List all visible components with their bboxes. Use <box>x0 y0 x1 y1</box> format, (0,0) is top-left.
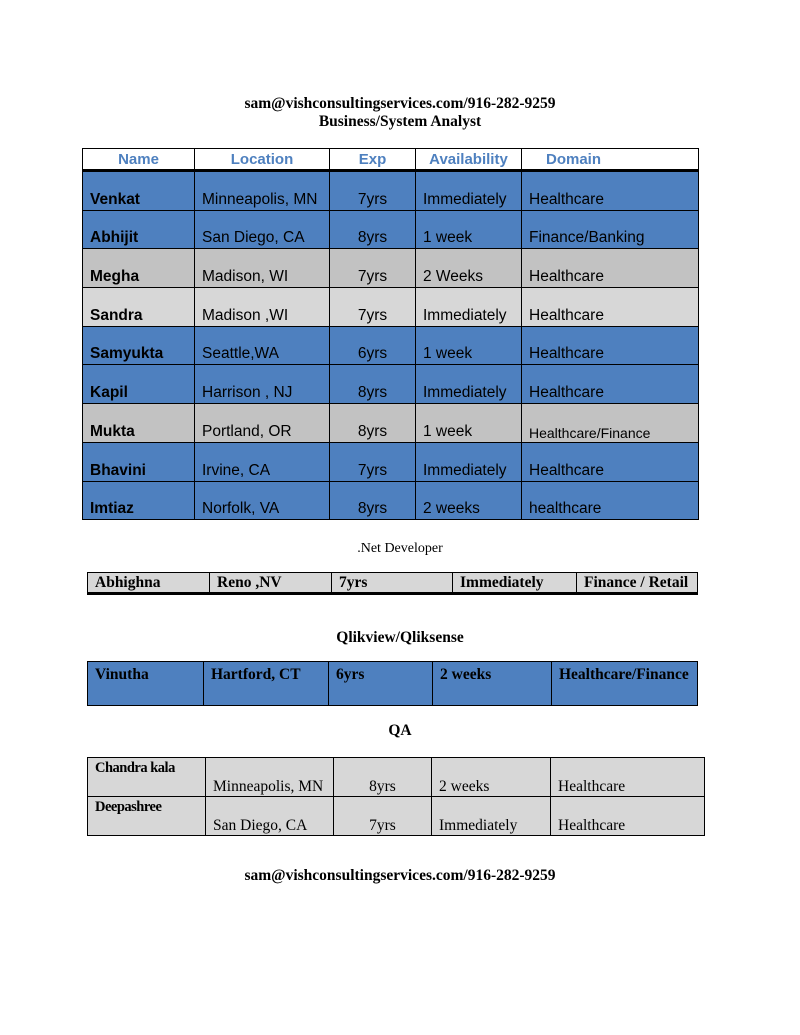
cell-exp: 8yrs <box>334 758 432 797</box>
cell-availability: 2 weeks <box>433 662 552 706</box>
cell-location: Minneapolis, MN <box>195 171 330 211</box>
cell-domain: Healthcare <box>522 249 699 288</box>
cell-availability: 2 weeks <box>432 758 551 797</box>
cell-location: Harrison , NJ <box>195 365 330 404</box>
cell-exp: 6yrs <box>330 326 416 365</box>
cell-name: Kapil <box>83 365 195 404</box>
cell-exp: 8yrs <box>330 404 416 443</box>
table-row <box>83 365 699 404</box>
cell-domain: Healthcare <box>551 758 705 797</box>
cell-location: Minneapolis, MN <box>206 758 334 797</box>
table-row <box>83 404 699 443</box>
table-row <box>83 171 699 211</box>
table-row <box>83 249 699 288</box>
cell-availability: Immediately <box>416 171 522 211</box>
table-row <box>88 573 698 594</box>
business-analyst-table <box>82 148 699 520</box>
cell-exp: 8yrs <box>330 365 416 404</box>
cell-location: Madison ,WI <box>195 288 330 327</box>
table-row <box>83 481 699 520</box>
cell-availability: Immediately <box>416 365 522 404</box>
qlik-table <box>87 661 698 706</box>
cell-name: Mukta <box>83 404 195 443</box>
table-row <box>88 662 698 706</box>
cell-location: Hartford, CT <box>204 662 329 706</box>
cell-availability: 2 weeks <box>416 481 522 520</box>
cell-exp: 7yrs <box>330 171 416 211</box>
cell-name: Samyukta <box>83 326 195 365</box>
cell-location: Reno ,NV <box>210 573 332 594</box>
cell-domain: Finance/Banking <box>522 210 699 249</box>
cell-exp: 8yrs <box>330 481 416 520</box>
qa-table <box>87 757 705 836</box>
column-header-exp: Exp <box>330 149 416 171</box>
table-row <box>88 797 705 836</box>
table-row <box>83 210 699 249</box>
cell-exp: 6yrs <box>329 662 433 706</box>
column-header-availability: Availability <box>416 149 522 171</box>
cell-domain: Healthcare <box>522 171 699 211</box>
cell-name: Abhighna <box>88 573 210 594</box>
cell-domain: Healthcare <box>522 365 699 404</box>
column-header-domain: Domain <box>522 149 699 171</box>
cell-exp: 7yrs <box>330 249 416 288</box>
cell-name: Abhijit <box>83 210 195 249</box>
cell-exp: 7yrs <box>330 442 416 481</box>
cell-availability: Immediately <box>416 288 522 327</box>
cell-availability: 2 Weeks <box>416 249 522 288</box>
header-contact: sam@vishconsultingservices.com/916-282-9259 <box>244 95 556 112</box>
table-header-row <box>83 149 699 171</box>
cell-availability: Immediately <box>432 797 551 836</box>
cell-location: Norfolk, VA <box>195 481 330 520</box>
cell-name: Vinutha <box>88 662 204 706</box>
cell-domain: Healthcare <box>551 797 705 836</box>
page-title: Business/System Analyst <box>318 113 482 130</box>
net-section-title: .Net Developer <box>357 541 443 556</box>
footer-contact: sam@vishconsultingservices.com/916-282-9259 <box>244 867 556 884</box>
cell-exp: 7yrs <box>330 288 416 327</box>
cell-name: Megha <box>83 249 195 288</box>
cell-location: Madison, WI <box>195 249 330 288</box>
table-row <box>83 442 699 481</box>
cell-location: Irvine, CA <box>195 442 330 481</box>
cell-availability: Immediately <box>453 573 577 594</box>
net-developer-table <box>87 572 698 595</box>
column-header-name: Name <box>83 149 195 171</box>
cell-domain: Healthcare/Finance <box>552 662 698 706</box>
cell-exp: 7yrs <box>334 797 432 836</box>
column-header-location: Location <box>195 149 330 171</box>
cell-domain: Healthcare <box>522 326 699 365</box>
cell-name: Sandra <box>83 288 195 327</box>
cell-domain: Healthcare <box>522 288 699 327</box>
cell-location: Seattle,WA <box>195 326 330 365</box>
table-row <box>88 758 705 797</box>
table-row <box>83 326 699 365</box>
cell-availability: 1 week <box>416 404 522 443</box>
cell-domain: healthcare <box>522 481 699 520</box>
cell-domain: Finance / Retail <box>577 573 698 594</box>
cell-exp: 7yrs <box>332 573 453 594</box>
cell-location: San Diego, CA <box>206 797 334 836</box>
cell-domain: Healthcare/Finance <box>522 404 699 443</box>
qa-section-title: QA <box>388 722 412 739</box>
cell-exp: 8yrs <box>330 210 416 249</box>
cell-name: Chandra kala <box>88 758 206 797</box>
cell-name: Imtiaz <box>83 481 195 520</box>
cell-domain: Healthcare <box>522 442 699 481</box>
cell-availability: Immediately <box>416 442 522 481</box>
cell-availability: 1 week <box>416 326 522 365</box>
cell-name: Venkat <box>83 171 195 211</box>
cell-name: Bhavini <box>83 442 195 481</box>
cell-location: Portland, OR <box>195 404 330 443</box>
cell-name: Deepashree <box>88 797 206 836</box>
table-row <box>83 288 699 327</box>
cell-location: San Diego, CA <box>195 210 330 249</box>
cell-availability: 1 week <box>416 210 522 249</box>
qlik-section-title: Qlikview/Qliksense <box>336 629 464 646</box>
